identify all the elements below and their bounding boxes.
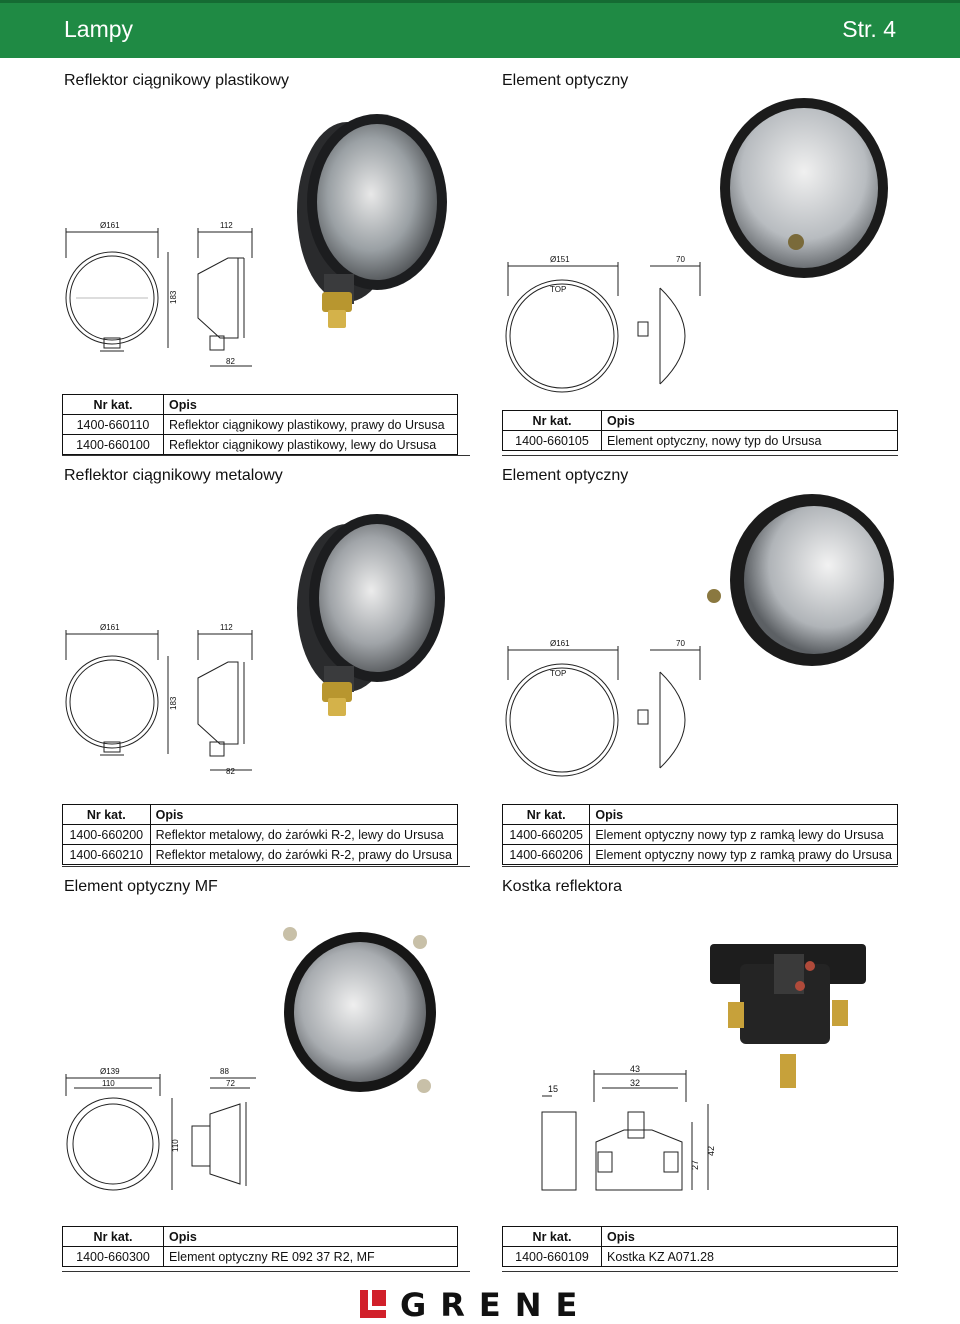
col-nr: Nr kat. — [503, 805, 590, 825]
photo-socket — [700, 934, 876, 1094]
col-nr: Nr kat. — [503, 411, 602, 431]
divider — [502, 866, 898, 867]
dim-dia: Ø151 — [550, 255, 570, 264]
dim-dia: Ø139 — [100, 1067, 120, 1076]
header-bar — [0, 0, 960, 58]
photo-optic-2 — [700, 492, 896, 672]
dim-depth2: 72 — [226, 1079, 235, 1088]
dim-w1: 43 — [630, 1064, 641, 1074]
table-row: 1400-660110 Reflektor ciągnikowy plastikowy, prawy do Ursusa — [63, 415, 458, 435]
drawing-socket — [532, 1062, 722, 1200]
divider — [62, 1271, 470, 1272]
dim-inner: 110 — [102, 1079, 115, 1088]
dim-base: 82 — [226, 767, 235, 776]
table-row: 1400-660109 Kostka KZ A071.28 — [503, 1247, 898, 1267]
drawing-optic-1 — [500, 252, 706, 398]
dim-depth: 88 — [220, 1067, 229, 1076]
page-number: Str. 4 — [842, 16, 896, 42]
dim-depth: 70 — [676, 255, 685, 264]
col-opis: Opis — [150, 805, 457, 825]
drawing-optic-mf — [60, 1066, 260, 1198]
drawing-metal-reflector — [60, 620, 260, 780]
dim-left: 15 — [548, 1084, 559, 1094]
catalog-table-optic-1 — [502, 410, 898, 451]
dim-h2: 42 — [706, 1145, 716, 1156]
col-nr: Nr kat. — [63, 805, 151, 825]
dim-depth: 70 — [676, 639, 685, 648]
drawing-optic-2 — [500, 636, 706, 782]
brand-logo: GRENE — [400, 1286, 592, 1324]
col-nr: Nr kat. — [63, 395, 164, 415]
col-nr: Nr kat. — [63, 1227, 164, 1247]
section-title-metal: Reflektor ciągnikowy metalowy — [64, 467, 283, 484]
drawing-plastic-reflector — [60, 218, 260, 370]
catalog-table-socket — [502, 1226, 898, 1267]
table-row: 1400-660300 Element optyczny RE 092 37 R2, MF — [63, 1247, 458, 1267]
divider — [502, 455, 898, 456]
col-nr: Nr kat. — [503, 1227, 602, 1247]
dim-dia: Ø161 — [550, 639, 570, 648]
table-row: 1400-660200 Reflektor metalowy, do żarówki R-2, lewy do Ursusa — [63, 825, 458, 845]
dim-height: 110 — [171, 1139, 180, 1152]
photo-optic-mf — [274, 914, 444, 1104]
photo-plastic-reflector — [272, 92, 450, 332]
dim-depth: 112 — [220, 623, 233, 632]
dim-dia: Ø161 — [100, 623, 120, 632]
dim-h1: 27 — [690, 1159, 700, 1170]
table-row: 1400-660205 Element optyczny nowy typ z ramką lewy do Ursusa — [503, 825, 898, 845]
catalog-table-optic-mf — [62, 1226, 458, 1267]
divider — [502, 1271, 898, 1272]
catalog-table-optic-2 — [502, 804, 898, 865]
catalog-table-plastic — [62, 394, 458, 455]
dim-w2: 32 — [630, 1078, 641, 1088]
section-title-optic-2: Element optyczny — [502, 467, 629, 484]
logo-mark-icon — [360, 1290, 390, 1320]
col-opis: Opis — [164, 1227, 458, 1247]
dim-depth: 112 — [220, 221, 233, 230]
col-opis: Opis — [602, 411, 898, 431]
table-row: 1400-660210 Reflektor metalowy, do żarówki R-2, prawy do Ursusa — [63, 845, 458, 865]
col-opis: Opis — [164, 395, 458, 415]
dim-height: 183 — [169, 290, 178, 304]
dim-height: 183 — [169, 696, 178, 710]
header-title: Lampy — [64, 16, 134, 42]
section-title-plastic: Reflektor ciągnikowy plastikowy — [64, 72, 289, 89]
col-opis: Opis — [602, 1227, 898, 1247]
table-row: 1400-660105 Element optyczny, nowy typ do Ursusa — [503, 431, 898, 451]
col-opis: Opis — [590, 805, 898, 825]
top-mark: TOP — [550, 285, 567, 294]
divider — [62, 866, 470, 867]
photo-metal-reflector — [272, 496, 450, 722]
top-mark: TOP — [550, 669, 567, 678]
divider — [62, 455, 470, 456]
section-title-socket: Kostka reflektora — [502, 878, 623, 895]
section-title-optic-mf: Element optyczny MF — [64, 878, 218, 895]
catalog-table-metal — [62, 804, 458, 865]
table-row: 1400-660100 Reflektor ciągnikowy plastikowy, lewy do Ursusa — [63, 435, 458, 455]
dim-dia: Ø161 — [100, 221, 120, 230]
photo-optic-1 — [716, 96, 892, 286]
dim-base: 82 — [226, 357, 235, 366]
section-title-optic-1: Element optyczny — [502, 72, 629, 89]
table-row: 1400-660206 Element optyczny nowy typ z ramką prawy do Ursusa — [503, 845, 898, 865]
